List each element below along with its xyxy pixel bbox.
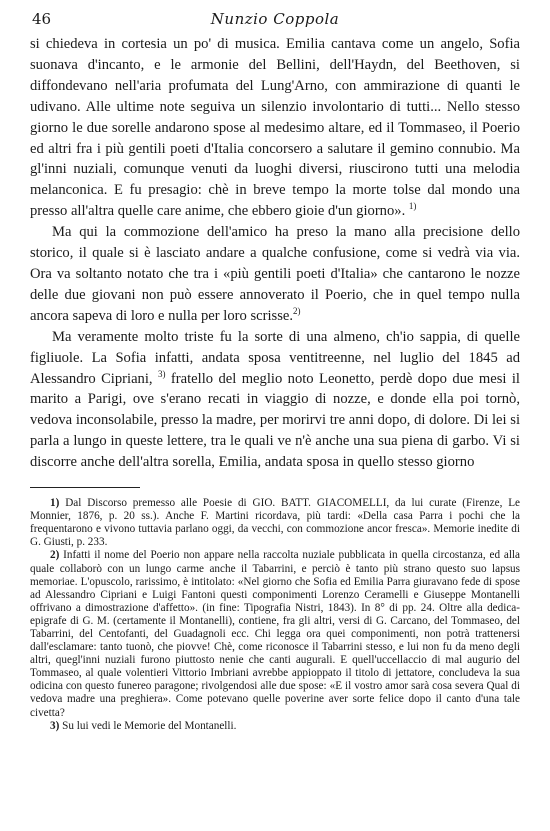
running-head: Nunzio Coppola: [210, 10, 340, 28]
note-ref: 3): [157, 368, 166, 379]
note-ref: 2): [293, 305, 301, 316]
footnote-number: 2): [50, 549, 60, 562]
note-ref: 1): [408, 201, 417, 212]
paragraph-text: Ma qui la commozione dell'amico ha preso la mano alla precisione dello storico, il quale si è lasciato andare a qualche confusione, come si vedrà via via. Ora va soltanto notato che tra i «più gentili poeti d'Italia» che cantarono le nozze delle due giovani non può essere annoverato il Poerio, che in quel tempo nulla ancora sapeva di loro e nulla per loro scrisse.: [30, 224, 520, 324]
footnote-number: 3): [50, 719, 60, 732]
paragraph: [30, 34, 520, 222]
paragraph: [30, 327, 520, 473]
footnote: [30, 549, 520, 719]
footnote: [30, 720, 520, 733]
footnote-text: Infatti il nome del Poerio non appare nella raccolta nuziale pubblicata in quella circostanza, ed alla quale collaborò con un lungo carme anche il Tabarrini, e perciò è tanto più strano questo suo lapsus memoriae. L'opuscolo, rarissimo, è intitolato: «Nel giorno che Sofia ed Emilia Parra giuravano fede di spose ad Alessandro Cipriani e Luigi Fantoni questi componimenti Lorenzo Ceramelli e Giuseppe Montanelli offrivano a dimostrazione d'affetto». (in fine: Tipografia Nistri, 1843). In 8° di pp. 24. Oltre alla dedica-epigrafe di G. M. (certamente il Montanelli), contiene, fra gli altri, versi di G. Carcano, del Tommaseo, del Tabarrini, del Centofanti, del Guadagnoli ecc. Chi legga ora quei componimenti, non potrà trattenersi dall'esclamare: tanto tuonò, che piovve! Chè, come riconosce il Tabarrini stesso, e lui non fu da meno degli altri, quegl'inni nuziali furono piuttosto nenie che canti augurali. E quell'uccellaccio di mal augurio del Tommaseo, al quale volentieri Vittorio Imbriani avrebbe appioppato il titolo di jettatore, concludeva la sua odicina con questo funereo paragone; rivolgendosi alle due spose: «E il vostro amor sarà cosa severa Qual di vedova madre una preghiera». Come potevano quelle poverine aver sorte felice dopo il canto d'una tale civetta?: [30, 549, 521, 719]
paragraph-text: fratello del meglio noto Leonetto, perdè dopo due mesi il marito a Parigi, ove s'erano recati in viaggio di nozze, e donde ella poi tornò, vedova inconsolabile, presso la madre, per morirvi tre anni dopo, di dolore. Di lei si parla a lungo in queste lettere, tra le quali ve n'è anche una sua piena di garbo. Vi si discorre anche dell'altra sorella, Emilia, andata sposa in quello stesso giorno: [30, 370, 520, 471]
paragraph-text: Ma veramente molto triste fu la sorte di una almeno, ch'io sappia, di quelle figliuole. La Sofia infatti, andata sposa ventitreenne, nel luglio del 1845 ad Alessandro Cipriani,: [30, 328, 520, 387]
footnote-number: 1): [50, 497, 60, 510]
paragraph: [30, 222, 520, 327]
main-text: [30, 34, 520, 473]
footnotes: [30, 497, 520, 733]
footnote-separator: [30, 487, 140, 488]
footnote: [30, 497, 520, 549]
footnote-text: Su lui vedi le Memorie del Montanelli.: [62, 719, 237, 732]
footnote-text: Dal Discorso premesso alle Poesie di GIO. BATT. GIACOMELLI, da lui curate (Firenze, Le Monnier, 1876, p. 20 ss.). Anche F. Martini ricordava, più tardi: «Della casa Parra i pochi che la frequentarono e vivono tuttavia parlano oggi, da vecchi, con commozione ancor fresca». Memorie inedite di G. Giusti, p. 233.: [30, 497, 521, 549]
paragraph-text: si chiedeva in cortesia un po' di musica. Emilia cantava come un angelo, Sofia suonava d'incanto, e le armonie del Bellini, dell'Haydn, del Beethoven, si diffondevano nell'aria profumata del Lung'Arno, con ammirazione di quanti le udivano. Alle ultime note seguiva un silenzio involontario di tutti... Nello stesso giorno le due sorelle andarono spose al medesimo altare, ed il Tommaseo, il Poerio ed altri fra i più gentili poeti d'Italia concorsero a salutare il gemino connubio. Ma gl'inni nuziali, comunque venuti da luoghi diversi, riuscirono tutti una melodia melanconica. E fu presagio: chè in breve tempo la morte tolse dal mondo una presso all'altra quelle care anime, che ebbero gioie d'un giorno».: [30, 36, 520, 220]
book-page: [30, 8, 520, 733]
page-header: [30, 8, 520, 34]
page-number: 46: [32, 10, 52, 28]
